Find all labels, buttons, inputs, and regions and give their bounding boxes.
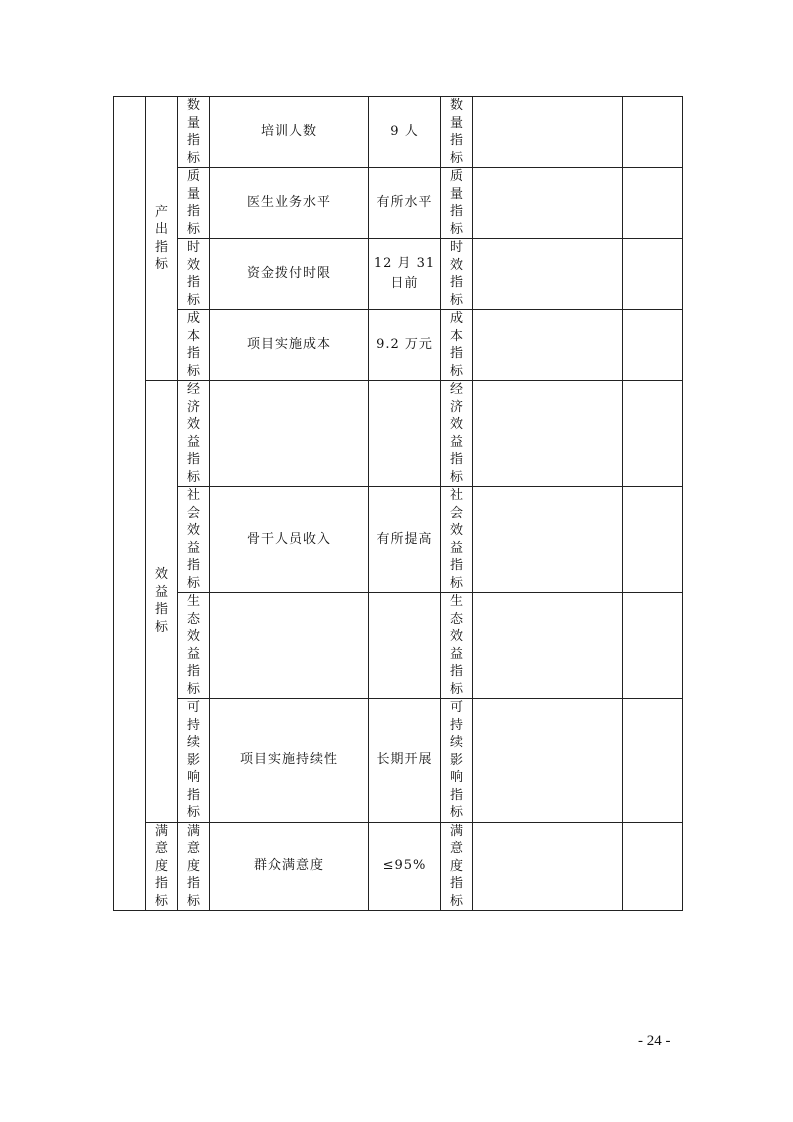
- empty-cell: [623, 822, 683, 911]
- vertical-char: 益: [449, 434, 463, 450]
- page-number: - 24 -: [638, 1033, 671, 1049]
- empty-cell: [623, 310, 683, 381]
- indicator-value-cell: [369, 593, 441, 699]
- indicator-type-repeat-cell-text: [441, 97, 472, 167]
- vertical-char: 量: [449, 115, 463, 131]
- vertical-char: 益: [449, 646, 463, 662]
- vertical-char: 标: [449, 575, 463, 591]
- indicator-type-cell: [178, 822, 210, 911]
- indicator-type-cell: [178, 593, 210, 699]
- vertical-char: 标: [186, 221, 200, 237]
- indicator-value: 9 人: [390, 124, 419, 139]
- vertical-char: 标: [186, 469, 200, 485]
- vertical-char: 成: [449, 311, 463, 326]
- vertical-char: 益: [449, 540, 463, 556]
- indicator-type-cell-text: [178, 381, 209, 486]
- vertical-char: 指: [154, 602, 168, 618]
- vertical-char: 度: [449, 858, 463, 874]
- table-row: [114, 593, 683, 699]
- vertical-char: 指: [154, 239, 168, 255]
- indicator-name-cell: [210, 822, 369, 911]
- indicator-type-repeat-cell-text: [441, 823, 472, 911]
- vertical-char: 效: [186, 417, 200, 432]
- vertical-char: 标: [186, 363, 200, 379]
- indicator-type-repeat-cell-text: [441, 593, 472, 698]
- indicator-type-repeat-cell-text: [441, 699, 472, 822]
- empty-cell: [473, 699, 623, 823]
- indicator-type-repeat-cell: [441, 593, 473, 699]
- indicator-type-repeat-cell-text: [441, 168, 472, 238]
- vertical-char: 指: [449, 275, 463, 290]
- performance-indicator-table: [113, 96, 683, 911]
- indicator-type-repeat-cell-text: [441, 381, 472, 486]
- vertical-char: 量: [186, 115, 200, 131]
- vertical-char: 会: [449, 505, 463, 521]
- indicator-value-cell: [369, 822, 441, 911]
- indicator-value-cell: [369, 487, 441, 593]
- indicator-type-cell-text: [178, 699, 209, 822]
- vertical-char: 效: [154, 567, 168, 583]
- indicator-name: 骨干人员收入: [246, 531, 331, 547]
- table-row: [114, 381, 683, 487]
- indicator-name: 医生业务水平: [246, 195, 331, 210]
- indicator-value-cell: [369, 97, 441, 168]
- vertical-char: 效: [186, 523, 200, 538]
- vertical-char: 响: [186, 770, 200, 785]
- indicator-name-cell: [210, 593, 369, 699]
- vertical-char: 标: [154, 257, 168, 272]
- indicator-type-repeat-cell-text: [441, 487, 472, 592]
- vertical-char: 标: [449, 893, 463, 909]
- vertical-char: 态: [449, 611, 463, 627]
- indicator-value: 有所水平: [376, 195, 433, 210]
- vertical-char: 效: [449, 629, 463, 644]
- vertical-char: 数: [449, 98, 463, 113]
- indicator-type-cell-text: [178, 593, 209, 698]
- indicator-value-cell: [369, 699, 441, 823]
- indicator-name: 资金拨付时限: [246, 266, 331, 281]
- vertical-char: 影: [449, 752, 463, 768]
- vertical-char: 指: [449, 452, 463, 467]
- vertical-char: 满: [449, 823, 463, 839]
- vertical-char: 满: [186, 823, 200, 839]
- vertical-char: 本: [449, 328, 463, 344]
- vertical-char: 指: [186, 664, 200, 679]
- indicator-type-cell-text: [178, 487, 209, 592]
- vertical-char: 本: [186, 328, 200, 344]
- vertical-char: 度: [186, 858, 200, 874]
- indicator-type-cell: [178, 487, 210, 593]
- indicator-type-repeat-cell: [441, 699, 473, 823]
- vertical-char: 指: [186, 346, 200, 361]
- indicator-type-cell-text: [178, 310, 209, 380]
- vertical-char: 标: [449, 363, 463, 379]
- group-label-cell: [146, 97, 178, 381]
- vertical-char: 指: [449, 346, 463, 361]
- indicator-name: 项目实施成本: [246, 337, 331, 352]
- vertical-char: 生: [449, 594, 463, 609]
- indicator-type-cell-text: [178, 239, 209, 309]
- vertical-char: 时: [449, 240, 463, 255]
- empty-cell: [623, 97, 683, 168]
- vertical-char: 续: [449, 735, 463, 750]
- indicator-type-cell: [178, 97, 210, 168]
- vertical-char: 济: [186, 399, 200, 415]
- vertical-char: 指: [449, 787, 463, 803]
- table-row: [114, 239, 683, 310]
- indicator-type-repeat-cell: [441, 239, 473, 310]
- group-label-cell-text: [146, 566, 177, 636]
- indicator-type-cell-text: [178, 168, 209, 238]
- vertical-char: 标: [186, 805, 200, 820]
- table-row: [114, 310, 683, 381]
- table-row: [114, 487, 683, 593]
- table-row: [114, 97, 683, 168]
- vertical-char: 指: [186, 275, 200, 290]
- vertical-char: 持: [186, 717, 200, 733]
- indicator-type-repeat-cell: [441, 487, 473, 593]
- vertical-char: 质: [449, 169, 463, 184]
- vertical-char: 指: [186, 787, 200, 803]
- vertical-char: 益: [186, 646, 200, 662]
- indicator-name-cell: [210, 310, 369, 381]
- vertical-char: 会: [186, 505, 200, 521]
- indicator-type-cell-text: [178, 97, 209, 167]
- vertical-char: 续: [186, 735, 200, 750]
- vertical-char: 态: [186, 611, 200, 627]
- group-label-cell: [146, 822, 178, 911]
- vertical-char: 质: [186, 169, 200, 184]
- vertical-char: 社: [449, 488, 463, 503]
- empty-cell: [473, 239, 623, 310]
- vertical-char: 效: [186, 629, 200, 644]
- empty-cell: [473, 381, 623, 487]
- vertical-char: 标: [154, 619, 168, 635]
- indicator-name-cell: [210, 239, 369, 310]
- group-label-cell-text: [146, 204, 177, 274]
- indicator-type-repeat-cell: [441, 822, 473, 911]
- vertical-char: 标: [186, 150, 200, 166]
- table-row: [114, 822, 683, 911]
- vertical-char: 响: [449, 770, 463, 785]
- vertical-char: 益: [186, 434, 200, 450]
- indicator-value-cell: [369, 168, 441, 239]
- indicator-name: 培训人数: [260, 124, 317, 139]
- indicator-value: 有所提高: [376, 531, 433, 547]
- indicator-type-repeat-cell: [441, 168, 473, 239]
- vertical-char: 标: [449, 221, 463, 237]
- outer-category-cell: [114, 97, 146, 911]
- vertical-char: 意: [449, 841, 463, 856]
- vertical-char: 效: [449, 523, 463, 538]
- indicator-name-cell: [210, 97, 369, 168]
- vertical-char: 时: [186, 240, 200, 255]
- vertical-char: 标: [449, 681, 463, 697]
- vertical-char: 济: [449, 399, 463, 415]
- vertical-char: 效: [186, 257, 200, 273]
- vertical-char: 指: [186, 452, 200, 467]
- indicator-type-cell: [178, 168, 210, 239]
- vertical-char: 量: [186, 186, 200, 202]
- empty-cell: [623, 239, 683, 310]
- vertical-char: 度: [154, 858, 168, 874]
- group-label-cell: [146, 381, 178, 823]
- vertical-char: 意: [186, 841, 200, 856]
- vertical-char: 经: [186, 382, 200, 397]
- empty-cell: [623, 593, 683, 699]
- indicator-value-cell: [369, 310, 441, 381]
- empty-cell: [623, 381, 683, 487]
- indicator-type-repeat-cell-text: [441, 239, 472, 309]
- vertical-char: 益: [154, 584, 168, 600]
- vertical-char: 可: [186, 700, 200, 715]
- vertical-char: 影: [186, 752, 200, 768]
- vertical-char: 标: [186, 575, 200, 591]
- indicator-value: 长期开展: [376, 752, 433, 768]
- indicator-type-cell: [178, 699, 210, 823]
- indicator-value-cell: [369, 381, 441, 487]
- vertical-char: 指: [186, 133, 200, 148]
- indicator-value-cell: [369, 239, 441, 310]
- indicator-type-repeat-cell: [441, 310, 473, 381]
- indicator-value: 12 月 31 日前: [373, 256, 436, 291]
- vertical-char: 指: [186, 558, 200, 573]
- vertical-char: 益: [186, 540, 200, 556]
- indicator-type-cell: [178, 381, 210, 487]
- vertical-char: 指: [449, 664, 463, 679]
- vertical-char: 标: [449, 292, 463, 308]
- vertical-char: 指: [449, 204, 463, 219]
- empty-cell: [473, 168, 623, 239]
- indicator-type-cell: [178, 239, 210, 310]
- vertical-char: 成: [186, 311, 200, 326]
- indicator-value: ≤95%: [382, 858, 427, 874]
- indicator-name-cell: [210, 168, 369, 239]
- empty-cell: [473, 822, 623, 911]
- indicator-value: 9.2 万元: [376, 337, 433, 352]
- vertical-char: 指: [449, 133, 463, 148]
- vertical-char: 社: [186, 488, 200, 503]
- indicator-name-cell: [210, 381, 369, 487]
- empty-cell: [623, 699, 683, 823]
- empty-cell: [473, 97, 623, 168]
- indicator-name-cell: [210, 487, 369, 593]
- vertical-char: 标: [449, 469, 463, 485]
- vertical-char: 满: [154, 823, 168, 839]
- vertical-char: 数: [186, 98, 200, 113]
- table-row: [114, 699, 683, 823]
- vertical-char: 效: [449, 257, 463, 273]
- vertical-char: 标: [186, 893, 200, 909]
- table-row: [114, 168, 683, 239]
- indicator-name: 群众满意度: [253, 858, 324, 874]
- indicator-type-repeat-cell-text: [441, 310, 472, 380]
- vertical-char: 指: [186, 876, 200, 891]
- group-label-cell-text: [146, 823, 177, 911]
- empty-cell: [623, 487, 683, 593]
- indicator-type-repeat-cell: [441, 381, 473, 487]
- table-body: [114, 97, 683, 911]
- vertical-char: 出: [154, 222, 168, 237]
- indicator-type-cell: [178, 310, 210, 381]
- vertical-char: 生: [186, 594, 200, 609]
- empty-cell: [473, 593, 623, 699]
- vertical-char: 经: [449, 382, 463, 397]
- vertical-char: 标: [186, 681, 200, 697]
- indicator-name-cell: [210, 699, 369, 823]
- vertical-char: 指: [449, 876, 463, 891]
- indicator-type-repeat-cell: [441, 97, 473, 168]
- empty-cell: [473, 310, 623, 381]
- indicator-name: 项目实施持续性: [239, 752, 338, 768]
- vertical-char: 指: [154, 876, 168, 891]
- vertical-char: 标: [186, 292, 200, 308]
- vertical-char: 标: [449, 805, 463, 820]
- vertical-char: 量: [449, 186, 463, 202]
- vertical-char: 持: [449, 717, 463, 733]
- vertical-char: 指: [186, 204, 200, 219]
- vertical-char: 产: [154, 204, 168, 220]
- vertical-char: 可: [449, 700, 463, 715]
- vertical-char: 指: [449, 558, 463, 573]
- vertical-char: 标: [449, 150, 463, 166]
- vertical-char: 意: [154, 841, 168, 856]
- vertical-char: 效: [449, 417, 463, 432]
- indicator-type-cell-text: [178, 823, 209, 911]
- vertical-char: 标: [154, 893, 168, 909]
- empty-cell: [623, 168, 683, 239]
- empty-cell: [473, 487, 623, 593]
